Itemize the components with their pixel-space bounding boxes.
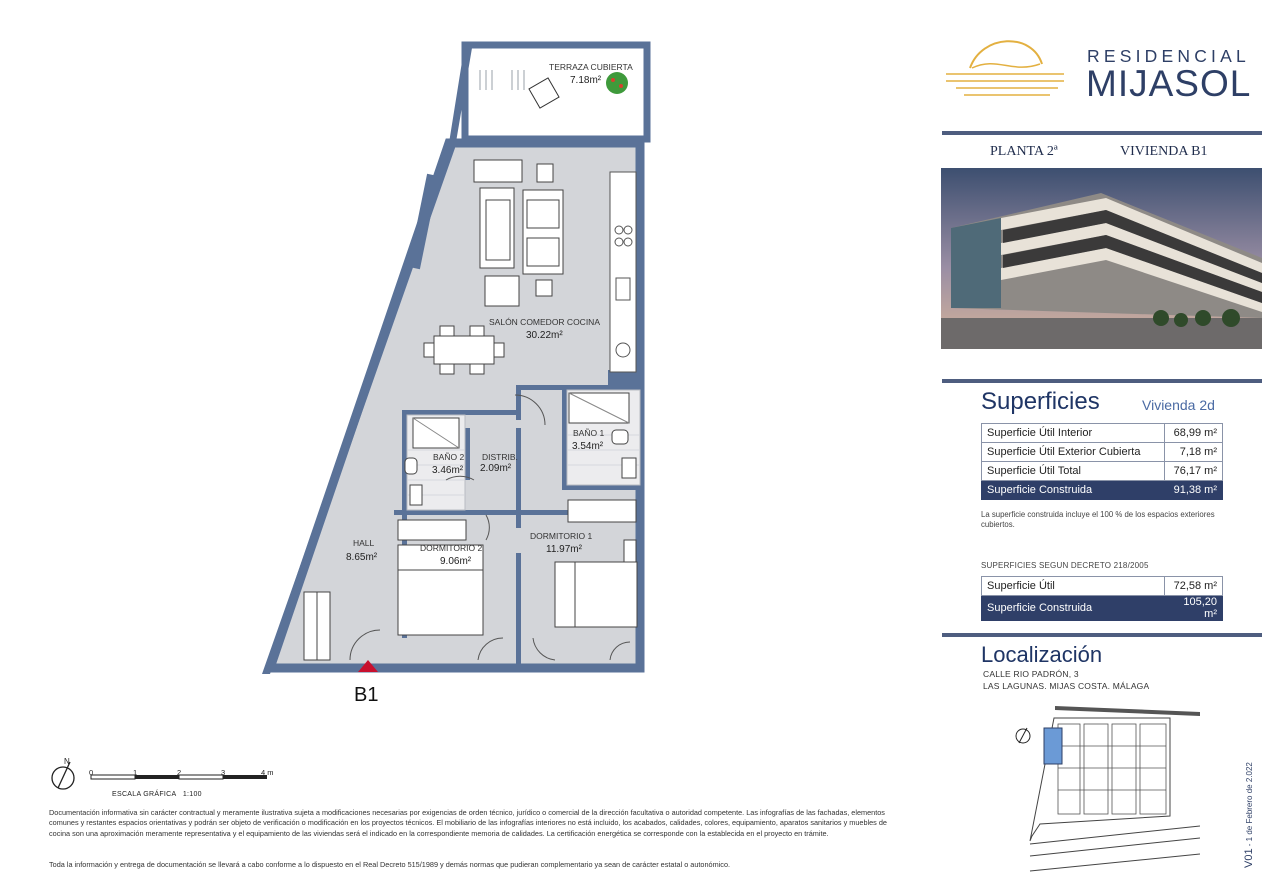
row-label: Superficie Útil Interior: [982, 424, 1165, 443]
salon-label: SALÓN COMEDOR COCINA: [489, 317, 600, 327]
unit-title: VIVIENDA B1: [1120, 144, 1208, 159]
table-row: [982, 577, 1223, 596]
row-value: 72,58 m²: [1165, 577, 1223, 596]
location-map: [1010, 706, 1200, 876]
row-value: 105,20 m²: [1165, 596, 1223, 621]
bano2-label: BAÑO 2: [433, 452, 465, 462]
distrib-label: DISTRIB.: [482, 452, 518, 462]
dormitorio2-label: DORMITORIO 2: [420, 543, 483, 553]
row-value: 91,38 m²: [1165, 481, 1223, 500]
table-row: [982, 596, 1223, 621]
address-line2: LAS LAGUNAS. MIJAS COSTA. MÁLAGA: [983, 681, 1150, 691]
divider: [942, 633, 1262, 637]
north-label: N: [64, 757, 70, 766]
dormitorio1-label: DORMITORIO 1: [530, 531, 593, 541]
superficies-subtitle: Vivienda 2d: [1142, 397, 1215, 413]
scale-tick: 1: [133, 768, 138, 777]
divider: [942, 379, 1262, 383]
row-value: 68,99 m²: [1165, 424, 1223, 443]
hall-area: 8.65m²: [346, 552, 378, 563]
scale-title: ESCALA GRÁFICA 1:100: [112, 791, 202, 798]
scale-tick: 2: [177, 768, 182, 777]
hall-label: HALL: [353, 538, 375, 548]
row-label: Superficie Útil Exterior Cubierta: [982, 443, 1165, 462]
terrace-label: TERRAZA CUBIERTA: [549, 62, 633, 72]
brand-line1: RESIDENCIAL: [1087, 46, 1250, 66]
scale-tick: 3: [221, 768, 226, 777]
floor-label: PLANTA 2ª: [990, 144, 1058, 159]
bano1-label: BAÑO 1: [573, 428, 605, 438]
table-row: [982, 481, 1223, 500]
version-code: V01: [1243, 848, 1255, 868]
disclaimer-legal: Toda la información y entrega de documentación se llevará a cabo conforme a lo dispuesto en el Real Decreto 515/1989 y demás normas que pudieran complementario ya sean de carácter estatal o autonómico.: [49, 860, 731, 869]
floor-plan: [250, 40, 670, 680]
unit-label: B1: [354, 684, 379, 706]
row-label: Superficie Útil: [982, 577, 1165, 596]
bano1-area: 3.54m²: [572, 441, 604, 452]
distrib-area: 2.09m²: [480, 463, 512, 474]
address-line1: CALLE RIO PADRÓN, 3: [983, 669, 1079, 679]
superficies-title: Superficies: [981, 388, 1100, 415]
dormitorio2-area: 9.06m²: [440, 556, 472, 567]
disclaimer-text: Documentación informativa sin carácter contractual y meramente ilustrativa sujeta a modificaciones necesarias por exigencias de orden técnico, jurídico o comercial de la dirección facultativa o autoridad competente. Las infografías de las fachadas, elementos comunes y restantes espacios orientativas y podrán ser objeto de verificación o modificación en los proyectos técnicos. El mobiliario de las infografías interiores no está incluido, los acabados, calidades, colores, equipamiento, aparatos sanitarios y muebles de cocina son una aproximación meramente representativa y el equipamiento de las viviendas será el indicado en la correspondiente memoria de calidades. La certificación energética se corresponde con la establecida en el proyecto en trámite.: [49, 808, 887, 838]
localizacion-title: Localización: [981, 642, 1103, 667]
bano2-area: 3.46m²: [432, 465, 464, 476]
table-row: [982, 443, 1223, 462]
superficies-note: La superficie construida incluye el 100 % de los espacios exteriores cubiertos.: [981, 510, 1215, 529]
row-label: Superficie Construida: [982, 481, 1165, 500]
row-label: Superficie Construida: [982, 596, 1165, 621]
decree-table: [981, 576, 1223, 621]
table-row: [982, 462, 1223, 481]
decree-title: SUPERFICIES SEGUN DECRETO 218/2005: [981, 561, 1149, 570]
brand-name: MIJASOL: [1086, 63, 1252, 104]
row-value: 7,18 m²: [1165, 443, 1223, 462]
version-stamp: [1243, 762, 1255, 868]
kitchen-counter: [610, 172, 636, 372]
terrace-area: 7.18m²: [570, 75, 602, 86]
row-value: 76,17 m²: [1165, 462, 1223, 481]
scale-bar: [48, 756, 288, 796]
superficies-table: [981, 423, 1223, 500]
building-image: [941, 168, 1262, 349]
table-row: [982, 424, 1223, 443]
version-date: - 1 de Febrero de 2.022: [1245, 762, 1254, 849]
scale-tick: 4 m: [261, 768, 274, 777]
dormitorio1-area: 11.97m²: [546, 544, 582, 555]
brand-logo-icon: [942, 34, 1066, 104]
salon-area: 30.22m²: [526, 330, 563, 341]
scale-tick: 0: [89, 768, 94, 777]
divider: [942, 131, 1262, 135]
row-label: Superficie Útil Total: [982, 462, 1165, 481]
